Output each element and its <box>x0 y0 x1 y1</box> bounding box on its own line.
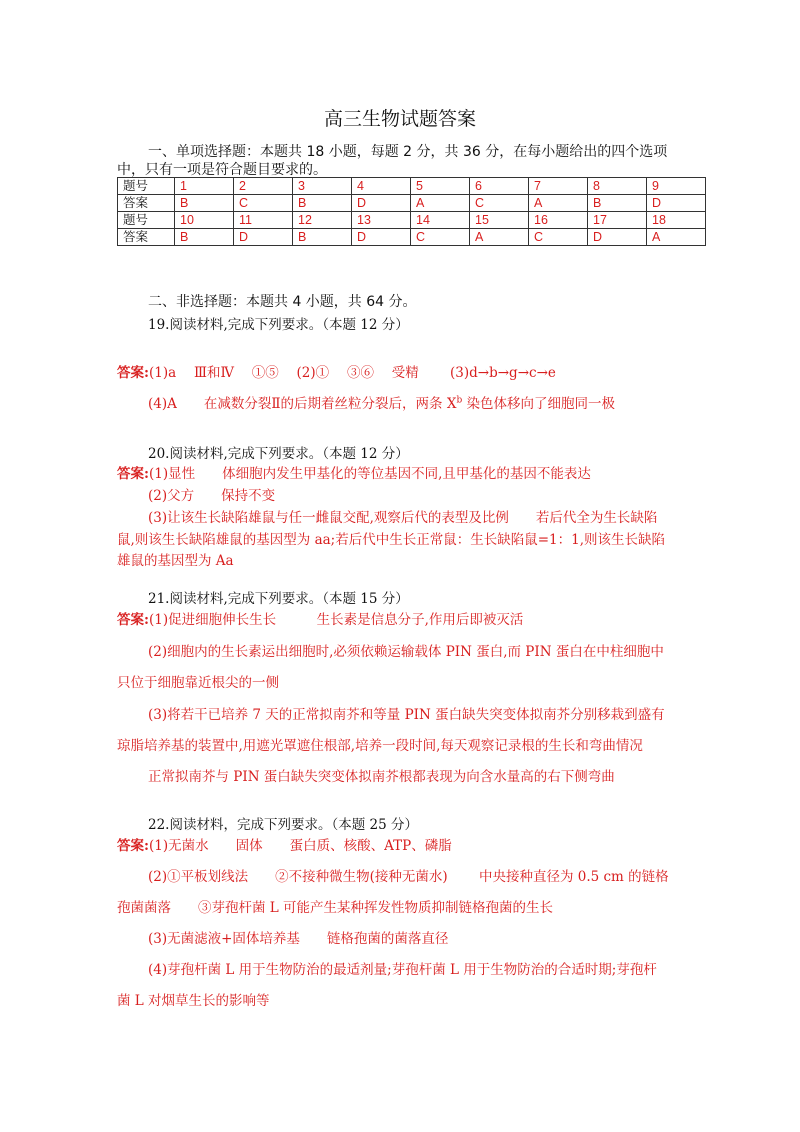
table-cell: 13 <box>352 212 411 229</box>
superscript: b <box>456 395 463 406</box>
table-cell: C <box>470 195 529 212</box>
table-cell: A <box>529 195 588 212</box>
table-cell: B <box>293 229 352 246</box>
table-cell: 6 <box>470 178 529 195</box>
table-row <box>118 212 706 229</box>
q21-prompt: 21.阅读材料,完成下列要求。（本题 15 分） <box>148 591 409 607</box>
table-cell: 10 <box>175 212 234 229</box>
q21-answer-line4: (3)将若干已培养 7 天的正常拟南芥和等量 PIN 蛋白缺失突变体拟南芥分别移栽到盛有 <box>148 707 665 723</box>
table-cell: 14 <box>411 212 470 229</box>
table-cell: 9 <box>647 178 706 195</box>
table-cell: A <box>411 195 470 212</box>
table-cell: 18 <box>647 212 706 229</box>
table-cell: 12 <box>293 212 352 229</box>
q19-answer-line2 <box>148 392 615 412</box>
q20-answer-line3: (3)让该生长缺陷雄鼠与任一雌鼠交配,观察后代的表型及比例 若后代全为生长缺陷 <box>148 510 658 526</box>
q22-answer-line5: (4)芽孢杆菌 L 用于生物防治的最适剂量;芽孢杆菌 L 用于生物防治的合适时期;芽孢杆 <box>148 962 657 978</box>
answer-table <box>117 177 706 246</box>
section1-intro-line1: 一、单项选择题：本题共 18 小题，每题 2 分，共 36 分，在每小题给出的四个选项 <box>148 144 668 160</box>
answer-text: (1)a Ⅲ和Ⅳ ①⑤ (2)① ③⑥ 受精 (3)d→b→g→c→e <box>148 365 556 381</box>
table-cell: D <box>352 229 411 246</box>
table-cell: 1 <box>175 178 234 195</box>
q20-answer-line2: (2)父方 保持不变 <box>148 488 276 504</box>
q20-answer-line5: 雄鼠的基因型为 Aa <box>117 553 234 569</box>
q19-prompt: 19.阅读材料,完成下列要求。（本题 12 分） <box>148 317 409 333</box>
q22-prompt: 22.阅读材料，完成下列要求。（本题 25 分） <box>148 817 418 833</box>
answer-text: 染色体移向了细胞同一极 <box>462 396 616 412</box>
answer-label: 答案: <box>117 838 149 854</box>
table-cell: D <box>647 195 706 212</box>
table-cell: A <box>470 229 529 246</box>
q22-answer-line4: (3)无菌滤液+固体培养基 链格孢菌的菌落直径 <box>148 931 449 947</box>
row-label: 答案 <box>118 195 175 212</box>
answer-label: 答案: <box>117 466 149 482</box>
q21-answer-line2: (2)细胞内的生长素运出细胞时,必须依赖运输载体 PIN 蛋白,而 PIN 蛋白在中柱细胞中 <box>148 644 664 660</box>
section1-intro-line2: 中，只有一项是符合题目要求的。 <box>117 162 327 178</box>
answer-text: (4)A 在减数分裂Ⅱ的后期着丝粒分裂后，两条 X <box>148 396 457 412</box>
table-row <box>118 195 706 212</box>
row-label: 题号 <box>118 178 175 195</box>
table-cell: D <box>588 229 647 246</box>
table-cell: C <box>411 229 470 246</box>
answer-text: (1)显性 体细胞内发生甲基化的等位基因不同,且甲基化的基因不能表达 <box>148 466 591 482</box>
answer-label: 答案: <box>117 365 149 381</box>
section2-heading: 二、非选择题：本题共 4 小题，共 64 分。 <box>148 294 417 310</box>
row-label: 题号 <box>118 212 175 229</box>
q21-answer-line3: 只位于细胞靠近根尖的一侧 <box>117 675 279 691</box>
table-cell: B <box>588 195 647 212</box>
table-cell: C <box>234 195 293 212</box>
q21-answer-line5: 琼脂培养基的装置中,用遮光罩遮住根部,培养一段时间,每天观察记录根的生长和弯曲情况 <box>117 738 643 754</box>
table-cell: 8 <box>588 178 647 195</box>
table-cell: D <box>352 195 411 212</box>
table-cell: 5 <box>411 178 470 195</box>
table-cell: B <box>175 195 234 212</box>
q22-answer-line1 <box>117 834 452 854</box>
q20-answer-line4: 鼠,则该生长缺陷雄鼠的基因型为 aa;若后代中生长正常鼠：生长缺陷鼠=1：1,则该生长缺陷 <box>117 532 666 548</box>
table-cell: D <box>234 229 293 246</box>
table-cell: 4 <box>352 178 411 195</box>
table-cell: 7 <box>529 178 588 195</box>
table-cell: A <box>647 229 706 246</box>
table-row <box>118 178 706 195</box>
table-row <box>118 229 706 246</box>
table-cell: 11 <box>234 212 293 229</box>
q22-answer-line2: (2)①平板划线法 ②不接种微生物(接种无菌水) 中央接种直径为 0.5 cm 的链格 <box>148 869 669 885</box>
q21-answer-line1 <box>117 608 523 628</box>
q22-answer-line3: 孢菌菌落 ③芽孢杆菌 L 可能产生某种挥发性物质抑制链格孢菌的生长 <box>117 900 554 916</box>
q22-answer-line6: 菌 L 对烟草生长的影响等 <box>117 993 270 1009</box>
table-cell: 3 <box>293 178 352 195</box>
answer-label: 答案: <box>117 612 149 628</box>
table-cell: B <box>293 195 352 212</box>
q20-answer-line1 <box>117 462 591 482</box>
answer-text: (1)促进细胞伸长生长 生长素是信息分子,作用后即被灭活 <box>148 612 524 628</box>
page-title: 高三生物试题答案 <box>323 108 476 130</box>
row-label: 答案 <box>118 229 175 246</box>
table-cell: 2 <box>234 178 293 195</box>
q21-answer-line6: 正常拟南芥与 PIN 蛋白缺失突变体拟南芥根都表现为向含水量高的右下侧弯曲 <box>148 769 615 785</box>
q20-prompt: 20.阅读材料,完成下列要求。（本题 12 分） <box>148 446 409 462</box>
table-cell: C <box>529 229 588 246</box>
table-cell: 15 <box>470 212 529 229</box>
q19-answer-line1 <box>117 361 556 381</box>
table-cell: 16 <box>529 212 588 229</box>
table-cell: 17 <box>588 212 647 229</box>
answer-text: (1)无菌水 固体 蛋白质、核酸、ATP、磷脂 <box>148 838 452 854</box>
table-cell: B <box>175 229 234 246</box>
